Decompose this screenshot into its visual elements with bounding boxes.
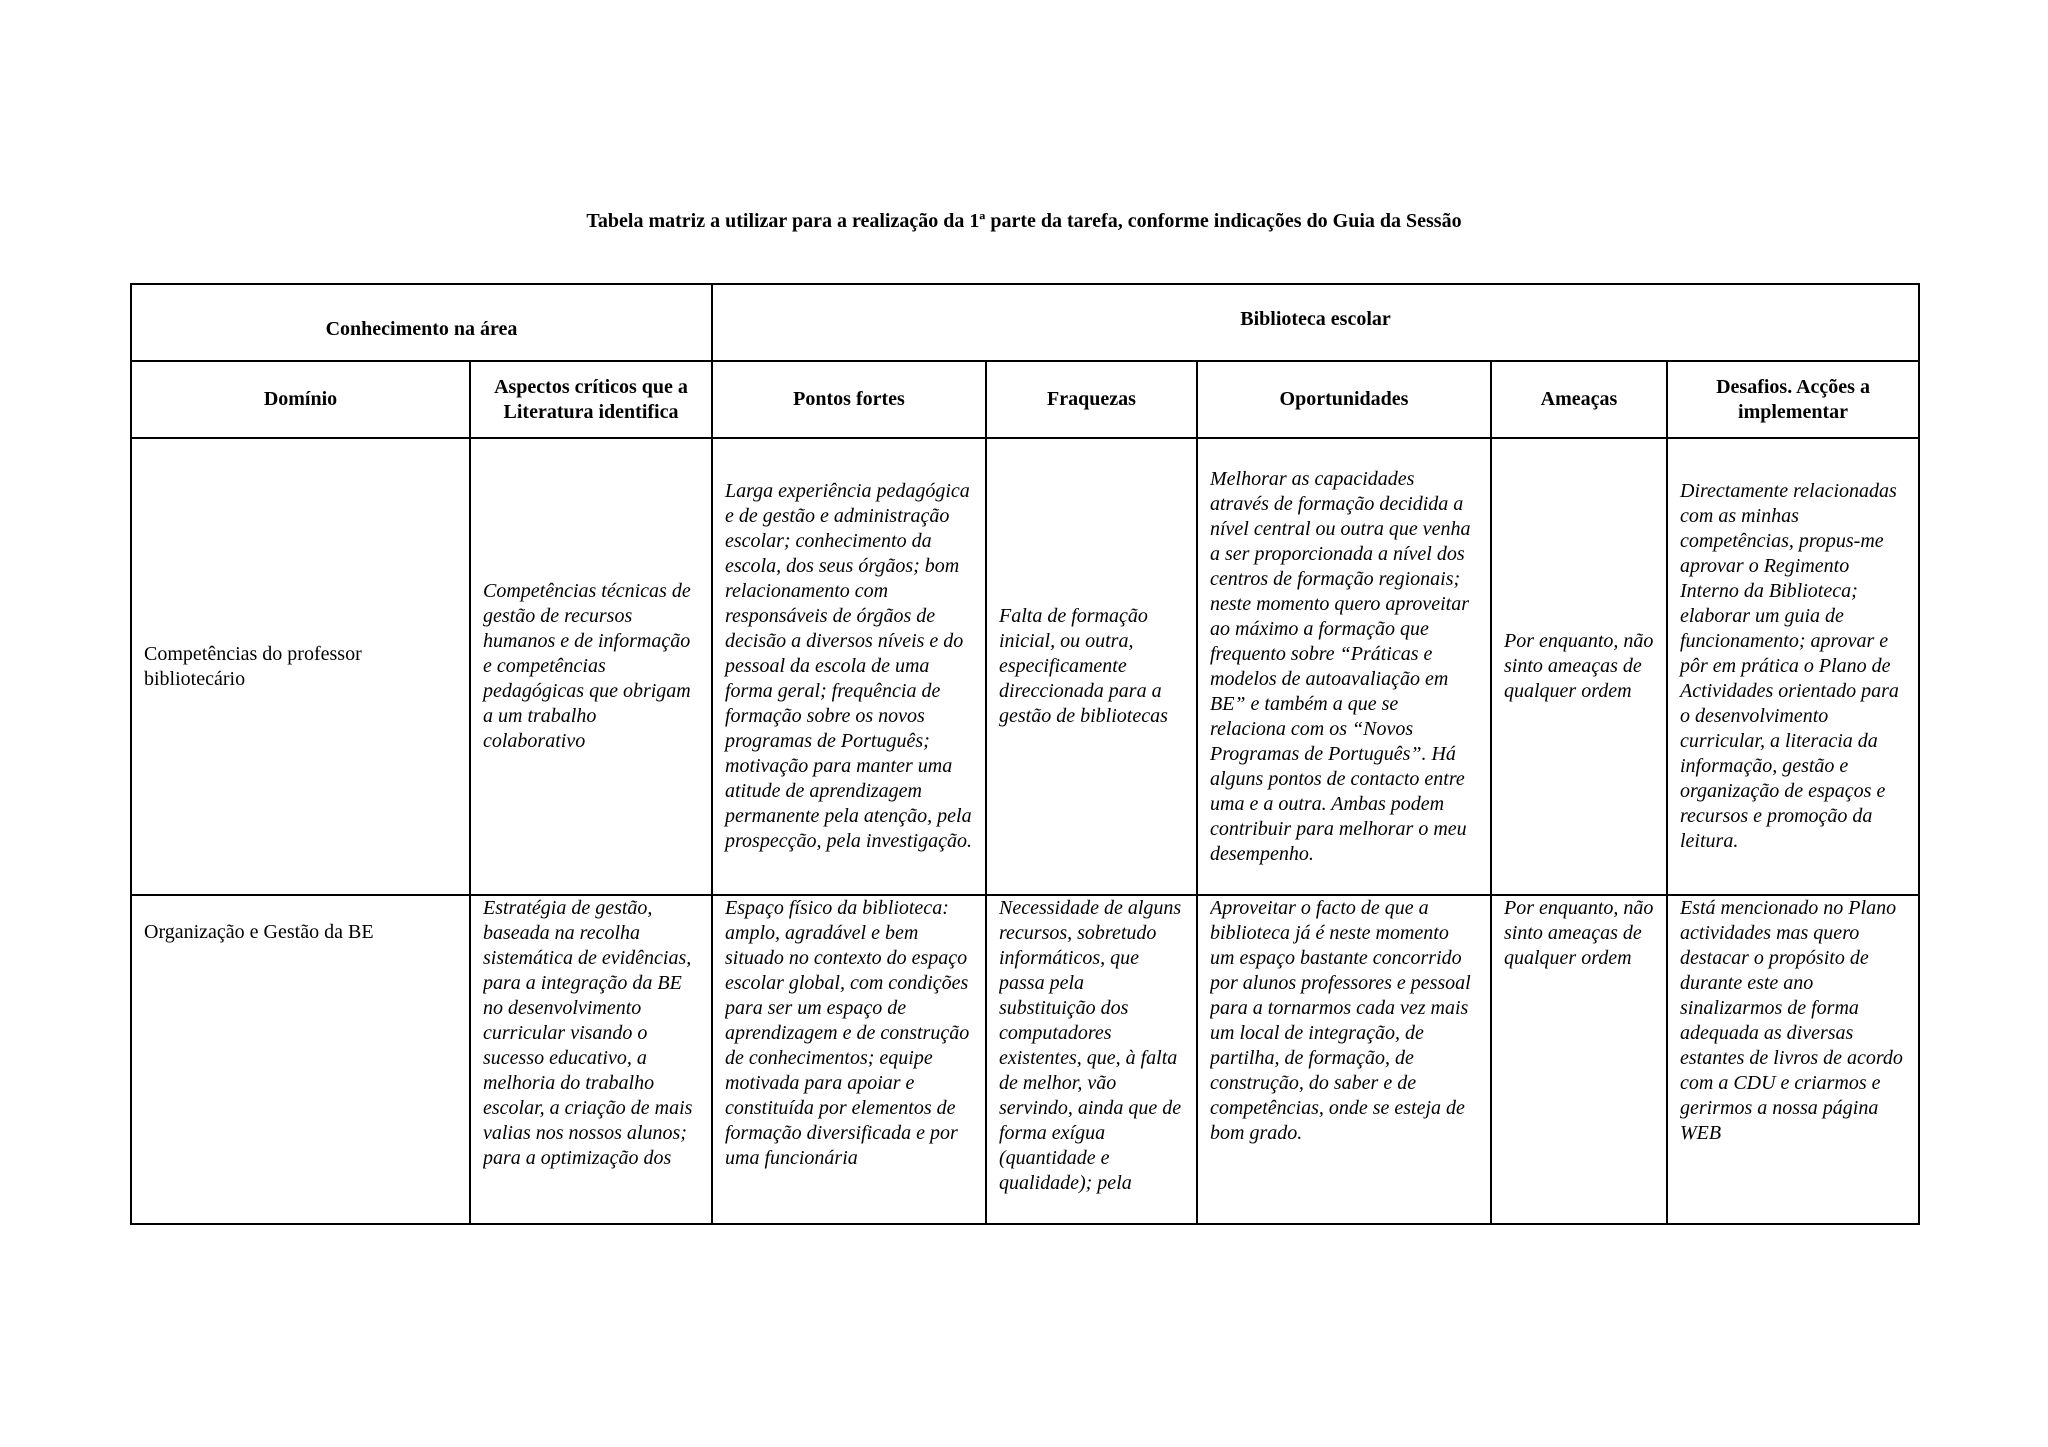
column-header-aspectos: Aspectos críticos que a Literatura identifica xyxy=(470,361,712,438)
cell-desafios: Directamente relacionadas com as minhas competências, propus-me aprovar o Regimento Interno da Biblioteca; elaborar um guia de funcionamento; aprovar e pôr em prática o Plano de Actividades orientado para o desenvolvimento curricular, a literacia da informação, gestão e organização de espaços e recursos e promoção da leitura. xyxy=(1667,438,1919,895)
group-header-row xyxy=(131,284,1919,361)
column-header-dominio: Domínio xyxy=(131,361,470,438)
cell-fraquezas: Falta de formação inicial, ou outra, especificamente direccionada para a gestão de bibliotecas xyxy=(986,438,1197,895)
column-header-pontos-fortes: Pontos fortes xyxy=(712,361,986,438)
column-header-oportunidades: Oportunidades xyxy=(1197,361,1491,438)
column-header-ameacas: Ameaças xyxy=(1491,361,1667,438)
column-header-row xyxy=(131,361,1919,438)
cell-pontos-fortes: Larga experiência pedagógica e de gestão e administração escolar; conhecimento da escola, dos seus órgãos; bom relacionamento com responsáveis de órgãos de decisão a diversos níveis e do pessoal da escola de uma forma geral; frequência de formação sobre os novos programas de Português; motivação para manter uma atitude de aprendizagem permanente pela atenção, pela prospecção, pela investigação. xyxy=(712,438,986,895)
cell-pontos-fortes xyxy=(712,895,986,1224)
cell-fraquezas xyxy=(986,895,1197,1224)
cell-dominio-text: Organização e Gestão da BE xyxy=(144,921,374,943)
cell-desafios-text: Está mencionado no Plano actividades mas quero destacar o propósito de durante este ano sinalizarmos de forma adequada as diversas estantes de livros de acordo com a CDU e criarmos e gerirmos a nossa página WEB xyxy=(1680,897,1903,1144)
cell-ameacas xyxy=(1491,895,1667,1224)
cell-dominio xyxy=(131,895,470,1224)
table-row xyxy=(131,438,1919,895)
column-header-desafios: Desafios. Acções a implementar xyxy=(1667,361,1919,438)
table-row xyxy=(131,895,1919,1224)
cell-desafios xyxy=(1667,895,1919,1224)
cell-ameacas: Por enquanto, não sinto ameaças de qualquer ordem xyxy=(1491,438,1667,895)
cell-oportunidades-text: Aproveitar o facto de que a biblioteca já é neste momento um espaço bastante concorrido por alunos professores e pessoal para a tornarmos cada vez mais um local de integração, de partilha, de formação, de construção, do saber e de competências, onde se esteja de bom grado. xyxy=(1210,897,1471,1144)
group-header-area: Conhecimento na área xyxy=(131,284,712,361)
matrix-table xyxy=(130,283,1920,1225)
cell-oportunidades: Melhorar as capacidades através de formação decidida a nível central ou outra que venha a ser proporcionada a nível dos centros de formação regionais; neste momento quero aproveitar ao máximo a formação que frequento sobre “Práticas e modelos de autoavaliação em BE” e também a que se relaciona com os “Novos Programas de Português”. Há alguns pontos de contacto entre uma e a outra. Ambas podem contribuir para melhorar o meu desempenho. xyxy=(1197,438,1491,895)
column-header-fraquezas: Fraquezas xyxy=(986,361,1197,438)
cell-dominio: Competências do professor bibliotecário xyxy=(131,438,470,895)
page-title: Tabela matriz a utilizar para a realização da 1ª parte da tarefa, conforme indicações do Guia da Sessão xyxy=(586,210,1462,232)
group-header-be: Biblioteca escolar xyxy=(712,284,1919,361)
cell-ameacas-text: Por enquanto, não sinto ameaças de qualquer ordem xyxy=(1504,897,1654,969)
cell-aspectos xyxy=(470,895,712,1224)
cell-aspectos: Competências técnicas de gestão de recursos humanos e de informação e competências pedagógicas que obrigam a um trabalho colaborativo xyxy=(470,438,712,895)
cell-oportunidades xyxy=(1197,895,1491,1224)
cell-fraquezas-text: Necessidade de alguns recursos, sobretudo informáticos, que passa pela substituição dos computadores existentes, que, à falta de melhor, vão servindo, ainda que de forma exígua (quantidade e qualidade); pela xyxy=(999,897,1182,1194)
cell-aspectos-text: Estratégia de gestão, baseada na recolha sistemática de evidências, para a integração da BE no desenvolvimento curricular visando o sucesso educativo, a melhoria do trabalho escolar, a criação de mais valias nos nossos alunos; para a optimização dos xyxy=(483,897,693,1169)
cell-pontos-fortes-text: Espaço físico da biblioteca: amplo, agradável e bem situado no contexto do espaço escolar global, com condições para ser um espaço de aprendizagem e de construção de conhecimentos; equipe motivada para apoiar e constituída por elementos de formação diversificada e por uma funcionária xyxy=(725,897,970,1169)
